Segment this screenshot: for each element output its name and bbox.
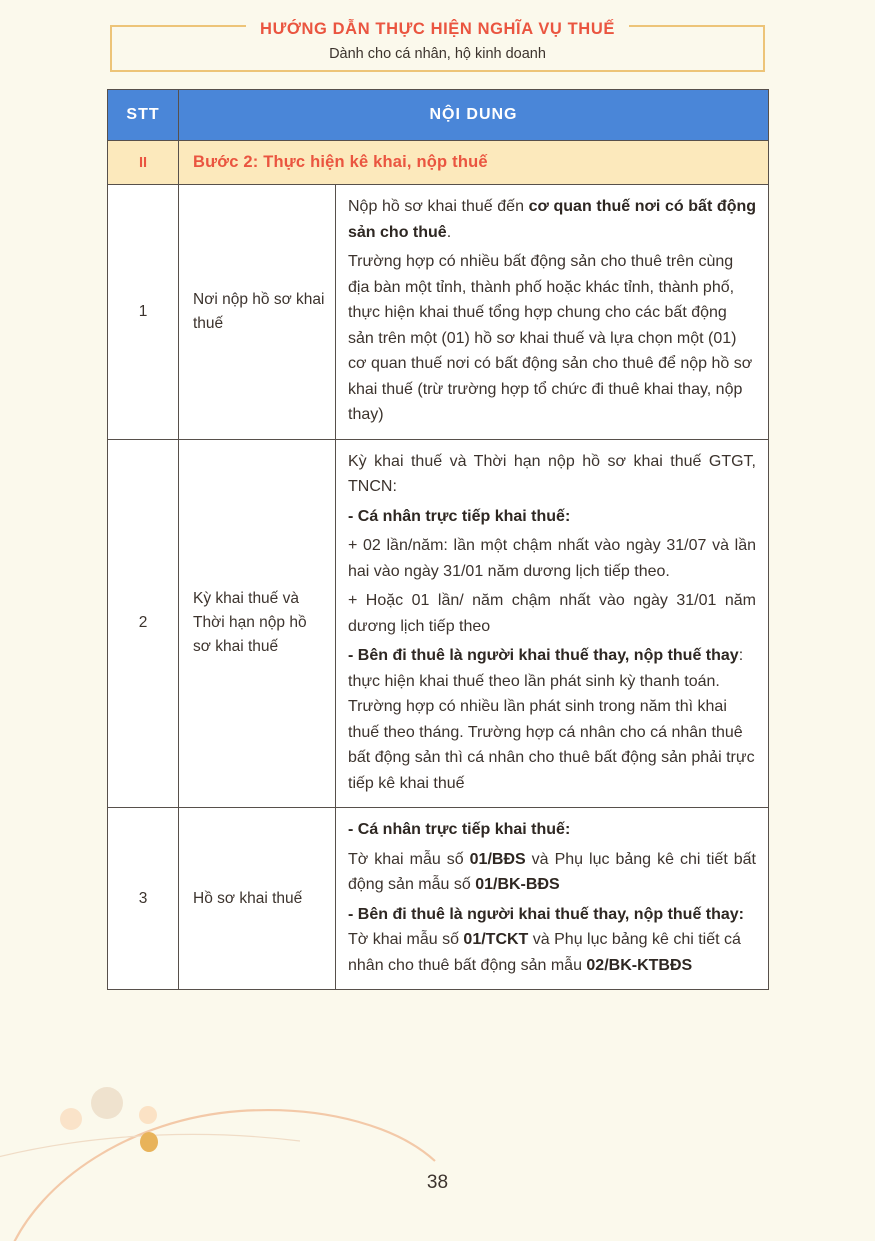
body-text: . [446,223,452,241]
table-row [108,808,769,990]
content-paragraph [348,504,756,530]
content-paragraph [348,249,756,428]
swoosh-curve-light [0,1134,300,1159]
dot-accent [140,1132,158,1152]
dot-medium [60,1108,82,1130]
row-content [336,808,769,990]
body-text: Tờ khai mẫu số [348,850,470,868]
row-content [336,185,769,440]
page-number: 38 [426,1172,449,1193]
body-text: + 02 lần/năm: lần một chậm nhất vào ngày 31/07 và lần hai vào ngày 31/01 năm dương lịch tiếp theo. [348,537,756,580]
table-row [108,185,769,440]
table-header-row [108,90,769,141]
row-index: 3 [108,808,179,990]
guide-table-wrap [107,89,768,990]
content-paragraph [348,449,756,500]
row-index: 2 [108,439,179,808]
content-paragraph [348,817,756,843]
dot-large [91,1087,123,1119]
page-subtitle: Dành cho cá nhân, hộ kinh doanh [329,46,546,62]
section-number: II [108,141,179,185]
emphasis-text: - Bên đi thuê là người khai thuế thay, nộp thuế thay [348,647,739,664]
emphasis-text: 01/BĐS [469,850,526,868]
guide-table [107,89,769,990]
body-text: : thực hiện khai thuế theo lần phát sinh kỳ thanh toán. Trường hợp có nhiều lần phát sinh trong năm thì khai thuế theo tháng. Trường hợp cá nhân cho cá nhân thuê bất động sản thì cá nhân cho thuê bất động sản phải trực tiếp kê khai thuế [348,647,755,792]
body-text: Kỳ khai thuế và Thời hạn nộp hồ sơ khai thuế GTGT, TNCN: [348,452,756,495]
content-paragraph [348,902,756,979]
table-section-row [108,141,769,185]
row-name: Kỳ khai thuế và Thời hạn nộp hồ sơ khai thuế [179,439,336,808]
emphasis-text: - Cá nhân trực tiếp khai thuế: [348,507,571,525]
body-text: và Phụ lục bảng kê chi tiết cá nhân cho thuê bất động sản mẫu [348,931,741,974]
content-paragraph [348,533,756,584]
emphasis-text: 02/BK-KTBĐS [586,956,693,974]
body-text: + Hoặc 01 lần/ năm chậm nhất vào ngày 31/01 năm dương lịch tiếp theo [348,592,756,635]
emphasis-text: 01/BK-BĐS [475,876,560,893]
content-paragraph [348,643,756,796]
content-paragraph [348,847,756,898]
row-index: 1 [108,185,179,440]
section-title: Bước 2: Thực hiện kê khai, nộp thuế [179,141,769,185]
emphasis-text: 01/TCKT [463,931,529,948]
row-name: Hồ sơ khai thuế [179,808,336,990]
body-text: Nộp hồ sơ khai thuế đến [348,198,529,215]
body-text: Tờ khai mẫu số [348,931,464,948]
body-text: Trường hợp có nhiều bất động sản cho thuê trên cùng địa bàn một tỉnh, thành phố hoặc khác tỉnh, thành phố, thực hiện khai thuế tổng hợp chung cho các bất động sản trên một (01) hồ sơ khai thuế và lựa chọn một (01) cơ quan thuế nơi có bất động sản cho thuê để nộp hồ sơ khai thuế (trừ trường hợp tổ chức đi thuê khai thay, nộp thay) [348,253,753,423]
emphasis-text: cơ quan thuế nơi có bất động sản cho thuê [348,198,757,241]
emphasis-text: - Bên đi thuê là người khai thuế thay, nộp thuế thay: [348,905,745,923]
emphasis-text: - Cá nhân trực tiếp khai thuế: [348,821,571,838]
row-content [336,439,769,808]
page-title: HƯỚNG DẪN THỰC HIỆN NGHĨA VỤ THUẾ [246,16,629,42]
header-title-wrap [110,16,765,42]
content-paragraph [348,194,756,245]
dot-small [139,1106,157,1124]
body-text: và Phụ lục bảng kê chi tiết bất động sản mẫu số [348,850,757,893]
table-body [108,141,769,990]
footer-decoration [0,1061,875,1241]
content-paragraph [348,588,756,639]
table-row [108,439,769,808]
row-name: Nơi nộp hồ sơ khai thuế [179,185,336,440]
column-header-noi-dung: NỘI DUNG [179,90,769,141]
column-header-stt: STT [108,90,179,141]
